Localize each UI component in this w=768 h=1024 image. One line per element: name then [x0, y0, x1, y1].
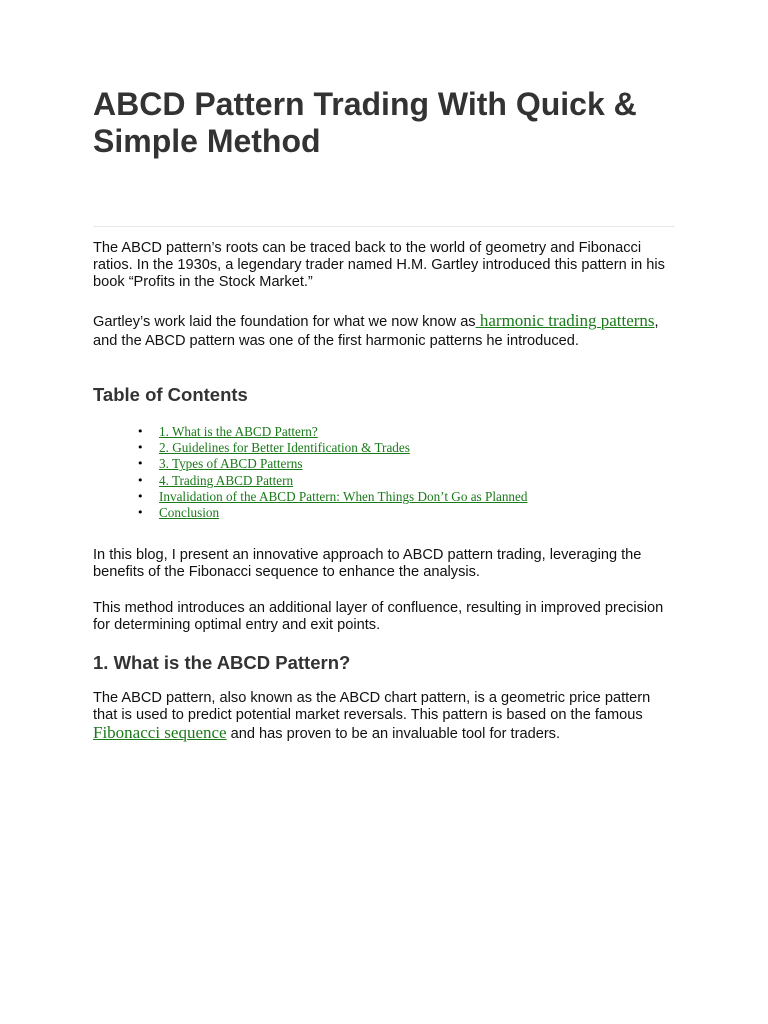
gartley-paragraph — [93, 311, 677, 351]
toc-link-guidelines[interactable]: 2. Guidelines for Better Identification & Trades — [159, 440, 410, 456]
toc-link-what-is-abcd[interactable]: 1. What is the ABCD Pattern? — [159, 424, 318, 439]
toc-link-invalidation[interactable]: Invalidation of the ABCD Pattern: When Things Don’t Go as Planned — [159, 488, 528, 504]
toc-link-types[interactable]: 3. Types of ABCD Patterns — [159, 456, 303, 472]
blog-paragraph: In this blog, I present an innovative approach to ABCD pattern trading, leveraging the benefits of the Fibonacci sequence to enhance the analysis. — [93, 547, 642, 581]
toc-link-trading[interactable]: 4. Trading ABCD Pattern — [159, 472, 294, 488]
title-divider — [93, 226, 675, 227]
definition-text-after: and has proven to be an invaluable tool for traders. — [226, 726, 561, 743]
definition-text-before: The ABCD pattern, also known as the ABCD chart pattern, is a geometric price pattern that is used to predict potential market reversals. This pattern is based on the famous — [93, 690, 651, 724]
section-heading-what-is-abcd: 1. What is the ABCD Pattern? — [93, 652, 351, 673]
bullet-icon: • — [137, 457, 144, 471]
harmonic-trading-patterns-link[interactable]: harmonic trading patterns — [475, 311, 655, 330]
bullet-icon: • — [137, 473, 144, 487]
gartley-text-before: Gartley’s work laid the foundation for what we now know as — [93, 314, 476, 330]
abcd-definition-paragraph — [93, 690, 677, 744]
toc-link-conclusion[interactable]: Conclusion — [159, 504, 220, 520]
toc-item — [93, 440, 527, 456]
fibonacci-sequence-link[interactable]: Fibonacci sequence — [93, 723, 227, 743]
toc-item — [93, 473, 527, 489]
toc-item — [93, 489, 527, 505]
toc-item — [93, 456, 527, 472]
bullet-icon: • — [137, 425, 144, 438]
bullet-icon: • — [137, 489, 144, 503]
intro-paragraph: The ABCD pattern’s roots can be traced back to the world of geometry and Fibonacci ratios. In the 1930s, a legendary trader named H.M. Gartley introduced this pattern in his book “Profits in the Stock Market.” — [93, 240, 665, 291]
toc-heading: Table of Contents — [93, 384, 248, 405]
bullet-icon: • — [137, 505, 144, 519]
toc-list — [93, 424, 527, 521]
article-title: ABCD Pattern Trading With Quick & Simple Method — [93, 86, 637, 159]
method-paragraph: This method introduces an additional layer of confluence, resulting in improved precision for determining optimal entry and exit points. — [93, 600, 664, 634]
toc-item — [93, 424, 527, 440]
toc-item — [93, 505, 527, 521]
bullet-icon: • — [137, 441, 144, 455]
gartley-text-after: , and the ABCD pattern was one of the first harmonic patterns he introduced. — [93, 314, 659, 349]
